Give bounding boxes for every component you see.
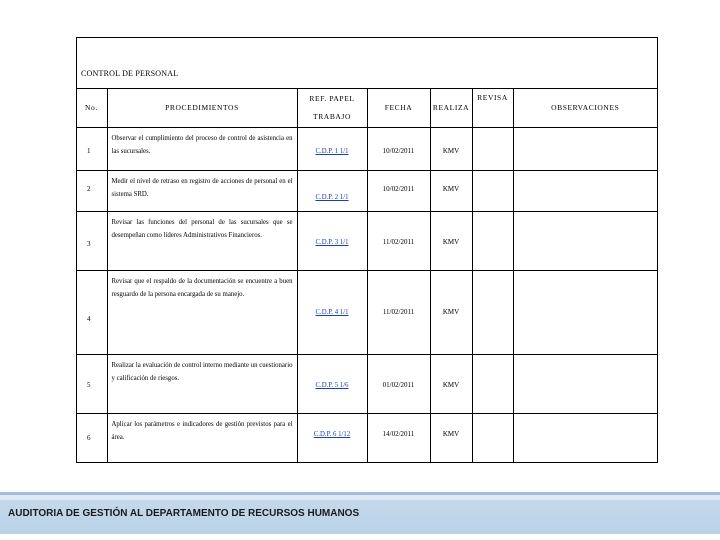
ref-link-cell[interactable] <box>297 127 367 170</box>
header-procedimientos: PROCEDIMIENTOS <box>107 89 297 127</box>
row-number: 4 <box>77 270 107 354</box>
row-revisa <box>472 211 513 270</box>
header-realiza: REALIZA <box>430 89 472 127</box>
row-observaciones <box>513 354 657 413</box>
row-realiza: KMV <box>430 413 472 462</box>
row-procedure: Aplicar los parámetros e indicadores de gestión previstos para el área. <box>107 413 297 462</box>
row-number: 5 <box>77 354 107 413</box>
row-realiza: KMV <box>430 170 472 211</box>
table-row <box>77 354 657 413</box>
row-realiza: KMV <box>430 354 472 413</box>
row-procedure: Medir el nivel de retraso en registro de acciones de personal en el sistema SRD. <box>107 170 297 211</box>
row-observaciones <box>513 170 657 211</box>
table-row <box>77 413 657 462</box>
row-revisa <box>472 413 513 462</box>
ref-link-cell[interactable] <box>297 270 367 354</box>
row-date: 11/02/2011 <box>367 270 430 354</box>
section-title: CONTROL DE PERSONAL <box>81 69 179 78</box>
header-ref-papel: REF. PAPEL TRABAJO <box>297 89 367 127</box>
table-row <box>77 211 657 270</box>
ref-link-cell[interactable] <box>297 170 367 211</box>
ref-link-cell[interactable] <box>297 413 367 462</box>
ref-link-cell[interactable] <box>297 211 367 270</box>
row-observaciones <box>513 413 657 462</box>
row-realiza: KMV <box>430 211 472 270</box>
row-realiza: KMV <box>430 270 472 354</box>
row-realiza: KMV <box>430 127 472 170</box>
row-procedure: Revisar las funciones del personal de las sucursales que se desempeñan como líderes Administrativos Financieros. <box>107 211 297 270</box>
header-fecha: FECHA <box>367 89 430 127</box>
row-number: 2 <box>77 170 107 211</box>
header-revisa: REVISA <box>472 89 513 127</box>
row-number: 3 <box>77 211 107 270</box>
row-revisa <box>472 354 513 413</box>
row-date: 01/02/2011 <box>367 354 430 413</box>
header-observaciones: OBSERVACIONES <box>513 89 657 127</box>
ref-link[interactable]: C.D.P. 6 1/12 <box>313 430 351 438</box>
row-revisa <box>472 127 513 170</box>
section-title-row <box>77 38 657 89</box>
table-row <box>77 270 657 354</box>
row-observaciones <box>513 270 657 354</box>
ref-link[interactable]: C.D.P. 4 1/1 <box>315 308 349 316</box>
ref-link[interactable]: C.D.P. 3 1/1 <box>315 238 349 246</box>
ref-link[interactable]: C.D.P. 5 1/6 <box>315 381 349 389</box>
header-no: No. <box>77 89 107 127</box>
row-procedure: Revisar que el respaldo de la documentación se encuentre a buen resguardo de la persona encargada de su manejo. <box>107 270 297 354</box>
row-number: 1 <box>77 127 107 170</box>
footer-title: AUDITORIA DE GESTIÓN AL DEPARTAMENTO DE RECURSOS HUMANOS <box>8 508 360 519</box>
footer-banner <box>0 492 720 534</box>
row-procedure: Observar el cumplimiento del proceso de control de asistencia en las sucursales. <box>107 127 297 170</box>
row-observaciones <box>513 211 657 270</box>
footer-divider <box>0 492 720 495</box>
row-procedure: Realizar la evaluación de control interno mediante un cuestionario y calificación de riesgos. <box>107 354 297 413</box>
table-row <box>77 127 657 170</box>
row-date: 14/02/2011 <box>367 413 430 462</box>
procedures-table <box>77 89 657 462</box>
table-row <box>77 170 657 211</box>
ref-link-cell[interactable] <box>297 354 367 413</box>
row-revisa <box>472 170 513 211</box>
ref-link[interactable]: C.D.P. 2 1/1 <box>315 193 349 201</box>
row-date: 11/02/2011 <box>367 211 430 270</box>
audit-program-sheet <box>76 37 658 463</box>
row-observaciones <box>513 127 657 170</box>
header-row <box>77 89 657 127</box>
ref-link[interactable]: C.D.P. 1 1/1 <box>315 147 349 155</box>
row-date: 10/02/2011 <box>367 127 430 170</box>
row-number: 6 <box>77 413 107 462</box>
row-date: 10/02/2011 <box>367 170 430 211</box>
row-revisa <box>472 270 513 354</box>
